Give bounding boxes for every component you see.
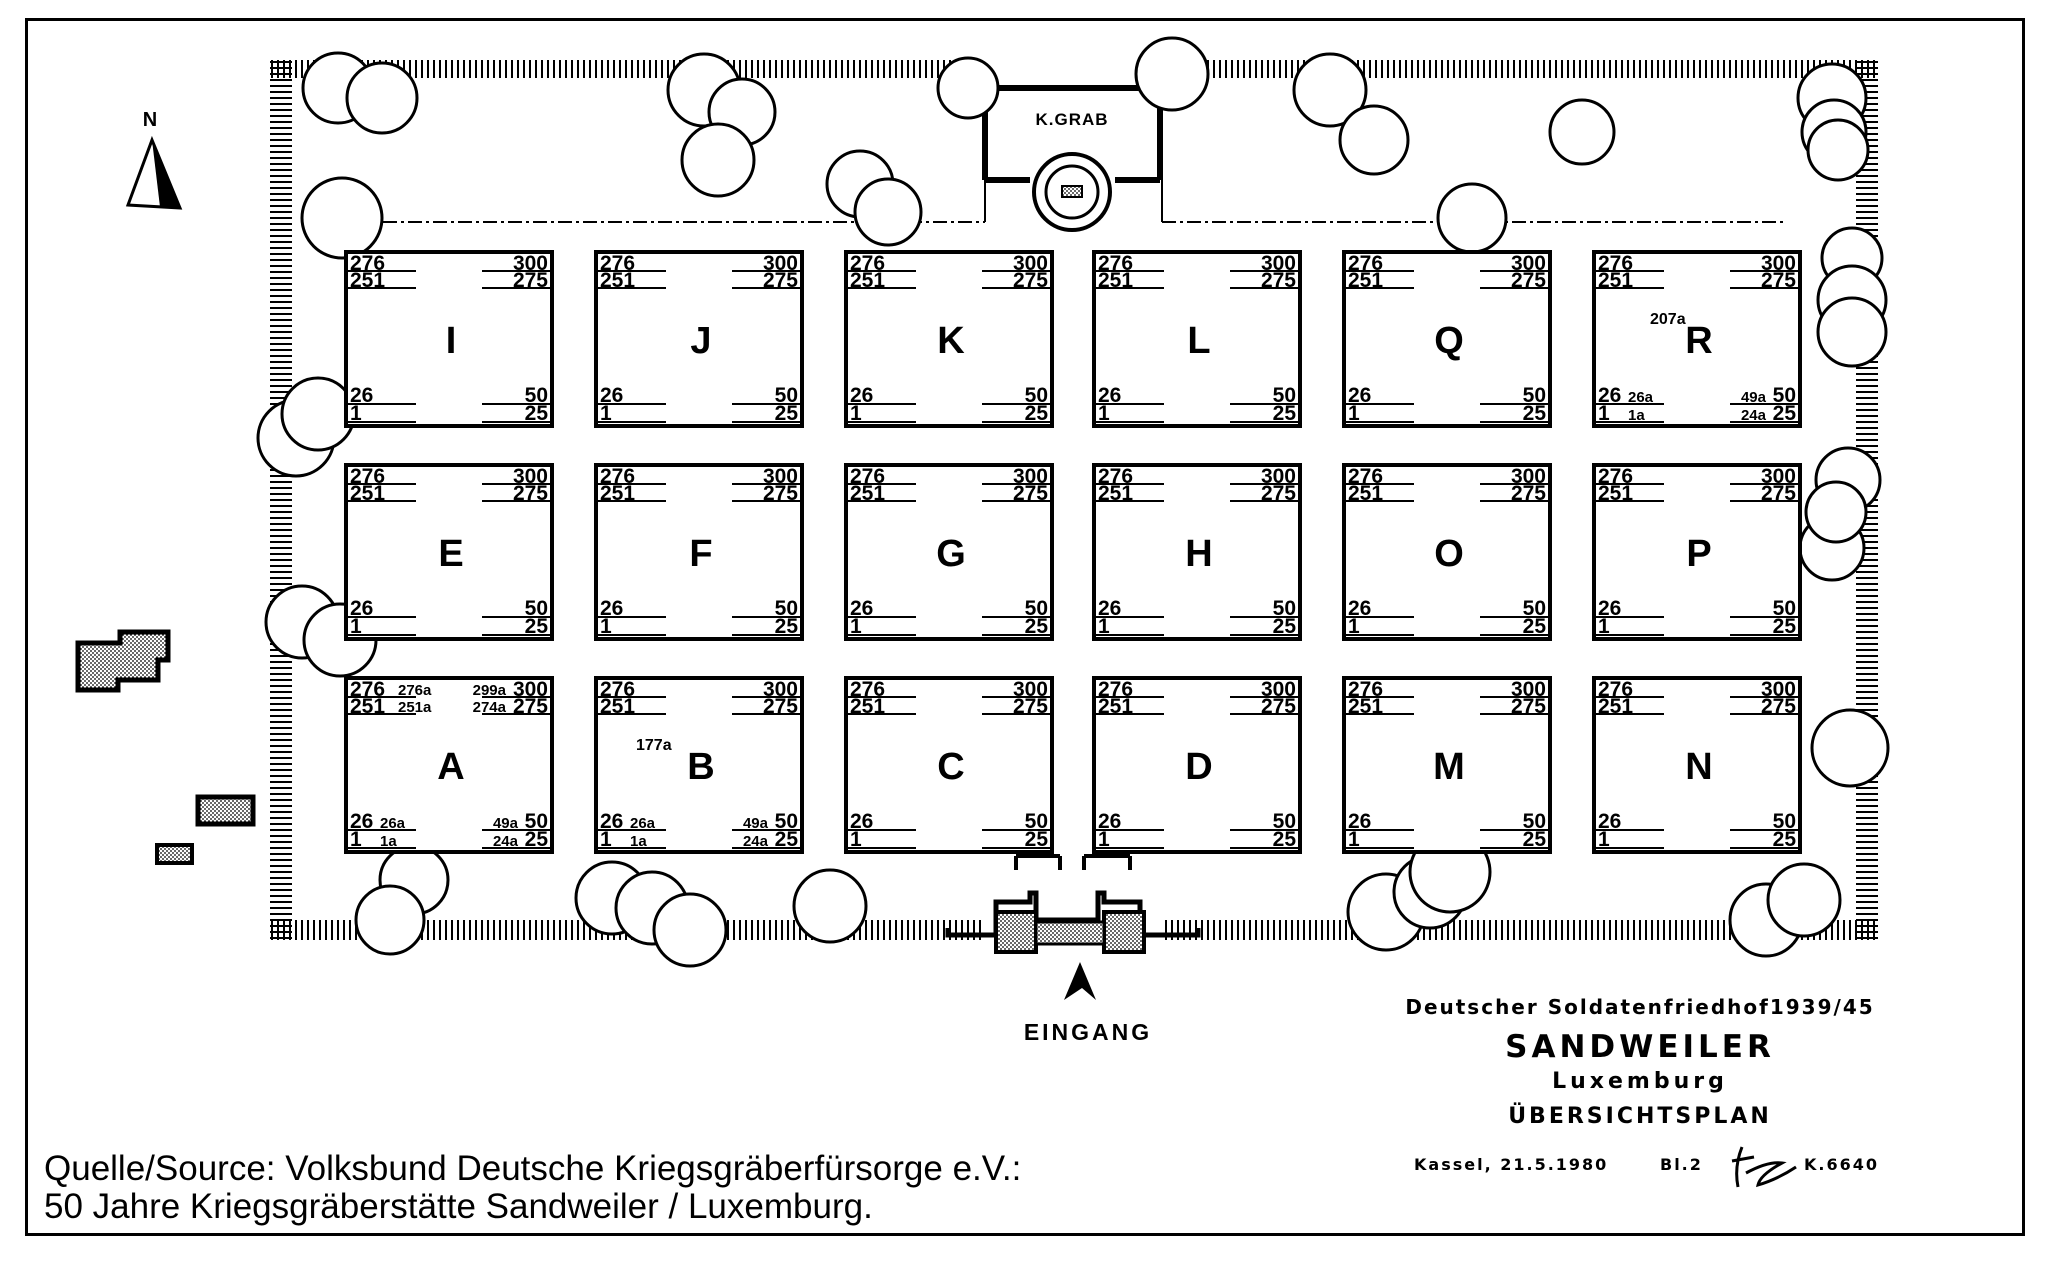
grave-range-label: 251 xyxy=(350,269,386,292)
grave-range-label: 276a xyxy=(398,682,432,699)
grave-block-d[interactable] xyxy=(1094,678,1300,852)
grave-range-label: 49a xyxy=(742,815,768,832)
grave-range-label: 50 xyxy=(1522,597,1546,620)
grave-range-label: 50 xyxy=(1522,810,1546,833)
grave-range-label: 275 xyxy=(512,482,548,505)
grave-range-label: 26a xyxy=(1628,389,1654,406)
grave-range-label: 276 xyxy=(1598,678,1634,701)
tree-icon xyxy=(794,870,866,942)
chapel-building xyxy=(985,88,1160,230)
block-letter: N xyxy=(1685,746,1713,788)
grave-range-label: 276 xyxy=(1098,678,1134,701)
source-line-2: 50 Jahre Kriegsgräberstätte Sandweiler / Luxemburg. xyxy=(44,1187,873,1226)
grave-range-label: 276 xyxy=(600,678,636,701)
grave-range-label: 275 xyxy=(1510,269,1546,292)
grave-range-label: 1 xyxy=(1098,828,1110,851)
grave-range-label: 50 xyxy=(524,384,548,407)
grave-range-label: 25 xyxy=(774,615,798,638)
grave-range-label: 26 xyxy=(1098,384,1122,407)
grave-blocks xyxy=(346,252,1800,852)
entrance-arrow-icon xyxy=(1064,962,1096,1000)
grave-range-label: 1 xyxy=(600,828,612,851)
grave-range-label: 1 xyxy=(1598,402,1610,425)
grave-range-label: 251 xyxy=(850,269,886,292)
grave-range-label: 26 xyxy=(850,597,874,620)
grave-range-label: 25 xyxy=(1024,615,1048,638)
grave-range-label: 26 xyxy=(1598,384,1622,407)
grave-range-label: 275 xyxy=(1760,269,1796,292)
grave-range-label: 26 xyxy=(1098,597,1122,620)
grave-range-label: 276 xyxy=(350,252,386,275)
block-letter: Q xyxy=(1434,320,1464,362)
grave-range-label: 300 xyxy=(1260,252,1296,275)
grave-range-label: 300 xyxy=(1760,678,1796,701)
grave-range-label: 276 xyxy=(600,465,636,488)
grave-range-label: 26 xyxy=(350,597,374,620)
tree-icon xyxy=(356,886,424,954)
grave-range-label: 275 xyxy=(1760,695,1796,718)
tree-icon xyxy=(1136,38,1208,110)
grave-block-e[interactable] xyxy=(346,465,552,639)
grave-range-label: 25 xyxy=(1272,402,1296,425)
grave-range-label: 1 xyxy=(1348,615,1360,638)
grave-range-label: 275 xyxy=(1012,695,1048,718)
title-place: SANDWEILER xyxy=(1505,1029,1775,1065)
grave-block-g[interactable] xyxy=(846,465,1052,639)
grave-range-label: 251 xyxy=(1348,269,1384,292)
block-letter: D xyxy=(1185,746,1213,788)
grave-range-label: 24a xyxy=(492,833,518,850)
grave-range-label: 1 xyxy=(1598,615,1610,638)
grave-range-label: 1 xyxy=(1098,402,1110,425)
grave-range-label: 25 xyxy=(774,402,798,425)
grave-range-label: 251 xyxy=(850,695,886,718)
grave-range-label: 251 xyxy=(1098,269,1134,292)
grave-range-label: 251 xyxy=(850,482,886,505)
grave-range-label: 275 xyxy=(1760,482,1796,505)
grave-range-label: 26 xyxy=(850,810,874,833)
grave-range-label: 275 xyxy=(512,695,548,718)
tree-icon xyxy=(654,894,726,966)
grave-range-label: 177a xyxy=(636,737,672,754)
grave-range-label: 276 xyxy=(350,465,386,488)
grave-range-label: 251 xyxy=(1348,482,1384,505)
grave-range-label: 276 xyxy=(1098,465,1134,488)
grave-range-label: 207a xyxy=(1650,311,1686,328)
grave-range-label: 275 xyxy=(1510,482,1546,505)
grave-range-label: 26 xyxy=(850,384,874,407)
grave-range-label: 25 xyxy=(524,402,548,425)
grave-range-label: 50 xyxy=(1024,384,1048,407)
grave-range-label: 25 xyxy=(1024,828,1048,851)
footer-place-date: Kassel, 21.5.1980 xyxy=(1414,1155,1609,1174)
grave-range-label: 50 xyxy=(1024,597,1048,620)
grave-range-label: 1 xyxy=(350,828,362,851)
grave-block-q[interactable] xyxy=(1344,252,1550,426)
grave-range-label: 276 xyxy=(1348,465,1384,488)
grave-range-label: 275 xyxy=(512,269,548,292)
title-plan-type: ÜBERSICHTSPLAN xyxy=(1508,1104,1772,1129)
grave-range-label: 251 xyxy=(600,695,636,718)
grave-range-label: 300 xyxy=(1760,252,1796,275)
grave-range-label: 300 xyxy=(1510,252,1546,275)
tree-icon xyxy=(1340,106,1408,174)
block-letter: H xyxy=(1185,533,1213,575)
grave-range-label: 50 xyxy=(1772,384,1796,407)
grave-range-label: 300 xyxy=(512,465,548,488)
grave-range-label: 251 xyxy=(1598,269,1634,292)
block-letter: K xyxy=(937,320,965,362)
grave-range-label: 25 xyxy=(524,828,548,851)
grave-range-label: 1 xyxy=(1098,615,1110,638)
grave-range-label: 25 xyxy=(524,615,548,638)
grave-range-label: 1 xyxy=(350,402,362,425)
grave-range-label: 251 xyxy=(1598,695,1634,718)
grave-range-label: 26 xyxy=(1348,810,1372,833)
grave-range-label: 1 xyxy=(1348,828,1360,851)
grave-range-label: 25 xyxy=(1272,615,1296,638)
grave-range-label: 300 xyxy=(512,252,548,275)
outbuildings xyxy=(78,632,253,863)
grave-range-label: 274a xyxy=(472,699,506,716)
tree-icon xyxy=(282,378,354,450)
grave-block-c[interactable] xyxy=(846,678,1052,852)
grave-range-label: 275 xyxy=(762,269,798,292)
grave-range-label: 49a xyxy=(492,815,518,832)
grave-range-label: 26 xyxy=(600,384,624,407)
grave-range-label: 1 xyxy=(1598,828,1610,851)
grave-block-f[interactable] xyxy=(596,465,802,639)
grave-range-label: 26 xyxy=(350,810,374,833)
grave-range-label: 275 xyxy=(1510,695,1546,718)
north-arrow xyxy=(128,109,180,208)
grave-range-label: 251 xyxy=(1598,482,1634,505)
tree-icon xyxy=(1768,864,1840,936)
block-letter: G xyxy=(936,533,966,575)
grave-range-label: 25 xyxy=(1272,828,1296,851)
grave-range-label: 251 xyxy=(1098,695,1134,718)
grave-range-label: 50 xyxy=(1772,597,1796,620)
grave-range-label: 26 xyxy=(1598,810,1622,833)
grave-range-label: 25 xyxy=(1772,615,1796,638)
grave-range-label: 275 xyxy=(762,695,798,718)
tree-icon xyxy=(938,58,998,118)
grave-range-label: 1 xyxy=(600,615,612,638)
grave-range-label: 50 xyxy=(1024,810,1048,833)
grave-range-label: 275 xyxy=(1260,695,1296,718)
grave-range-label: 25 xyxy=(1772,402,1796,425)
grave-range-label: 275 xyxy=(1260,482,1296,505)
grave-range-label: 276 xyxy=(1348,252,1384,275)
grave-range-label: 26 xyxy=(350,384,374,407)
grave-range-label: 26 xyxy=(1598,597,1622,620)
grave-range-label: 251 xyxy=(1348,695,1384,718)
grave-range-label: 275 xyxy=(1012,482,1048,505)
grave-range-label: 276 xyxy=(1098,252,1134,275)
grave-block-h[interactable] xyxy=(1094,465,1300,639)
grave-range-label: 275 xyxy=(1012,269,1048,292)
grave-range-label: 24a xyxy=(1740,407,1766,424)
grave-block-n[interactable] xyxy=(1594,678,1800,852)
footer-sheet: Bl.2 xyxy=(1660,1155,1703,1174)
grave-range-label: 251 xyxy=(350,482,386,505)
grave-range-label: 49a xyxy=(1740,389,1766,406)
grave-range-label: 251 xyxy=(600,482,636,505)
tree-icon xyxy=(855,179,921,245)
grave-range-label: 25 xyxy=(1522,402,1546,425)
tree-icon xyxy=(1818,298,1886,366)
grave-range-label: 276 xyxy=(350,678,386,701)
grave-range-label: 1 xyxy=(850,402,862,425)
footer-number: K.6640 xyxy=(1804,1155,1880,1174)
grave-block-k[interactable] xyxy=(846,252,1052,426)
grave-range-label: 251 xyxy=(600,269,636,292)
grave-block-b[interactable] xyxy=(596,678,802,852)
title-country: Luxemburg xyxy=(1552,1069,1728,1094)
block-letter: F xyxy=(689,533,713,575)
grave-range-label: 251a xyxy=(398,699,432,716)
tree-icon xyxy=(302,178,382,258)
grave-range-label: 50 xyxy=(1272,597,1296,620)
grave-block-a[interactable] xyxy=(346,678,552,852)
grave-range-label: 50 xyxy=(524,810,548,833)
block-letter: J xyxy=(690,320,712,362)
grave-range-label: 300 xyxy=(1510,678,1546,701)
title-block xyxy=(1400,995,1880,1129)
grave-range-label: 300 xyxy=(1760,465,1796,488)
grave-range-label: 300 xyxy=(1510,465,1546,488)
grave-range-label: 25 xyxy=(1772,828,1796,851)
entrance-label: EINGANG xyxy=(1023,1019,1153,1045)
tree-icon xyxy=(1550,100,1614,164)
grave-range-label: 251 xyxy=(1098,482,1134,505)
tree-icon xyxy=(347,63,417,133)
grave-range-label: 25 xyxy=(1522,615,1546,638)
grave-range-label: 299a xyxy=(472,682,506,699)
grave-range-label: 1a xyxy=(1628,407,1645,424)
grave-range-label: 1 xyxy=(600,402,612,425)
grave-range-label: 26 xyxy=(600,597,624,620)
block-letter: P xyxy=(1686,533,1712,575)
source-caption xyxy=(44,1150,1021,1226)
grave-range-label: 276 xyxy=(850,465,886,488)
grave-range-label: 276 xyxy=(600,252,636,275)
block-letter: M xyxy=(1433,746,1465,788)
grave-range-label: 50 xyxy=(1772,810,1796,833)
block-letter: E xyxy=(438,533,464,575)
grave-range-label: 1 xyxy=(850,828,862,851)
block-letter: L xyxy=(1187,320,1211,362)
grave-range-label: 251 xyxy=(350,695,386,718)
grave-range-label: 276 xyxy=(850,252,886,275)
grave-range-label: 275 xyxy=(762,482,798,505)
grave-range-label: 300 xyxy=(1012,678,1048,701)
grave-range-label: 50 xyxy=(524,597,548,620)
grave-range-label: 300 xyxy=(1260,465,1296,488)
grave-range-label: 26 xyxy=(1098,810,1122,833)
signature-icon xyxy=(1724,1143,1804,1199)
tree-icon xyxy=(1806,482,1866,542)
grave-range-label: 26a xyxy=(380,815,406,832)
grave-range-label: 1 xyxy=(850,615,862,638)
grave-range-label: 1 xyxy=(350,615,362,638)
block-letter: B xyxy=(687,746,715,788)
grave-block-j[interactable] xyxy=(596,252,802,426)
grave-range-label: 1 xyxy=(1348,402,1360,425)
grave-range-label: 26a xyxy=(630,815,656,832)
grave-range-label: 50 xyxy=(774,384,798,407)
grave-range-label: 24a xyxy=(742,833,768,850)
grave-range-label: 300 xyxy=(762,252,798,275)
grave-range-label: 275 xyxy=(1260,269,1296,292)
block-letter: C xyxy=(937,746,965,788)
block-letter: I xyxy=(445,320,457,362)
entrance-building xyxy=(948,856,1198,1045)
tree-icon xyxy=(1812,710,1888,786)
north-label: N xyxy=(142,109,158,131)
grave-range-label: 1a xyxy=(630,833,647,850)
grave-block-p[interactable] xyxy=(1594,465,1800,639)
grave-range-label: 300 xyxy=(1012,252,1048,275)
grave-block-i[interactable] xyxy=(346,252,552,426)
grave-range-label: 276 xyxy=(1598,465,1634,488)
tree-icon xyxy=(1808,120,1868,180)
grave-range-label: 300 xyxy=(762,465,798,488)
grave-range-label: 300 xyxy=(762,678,798,701)
grave-range-label: 50 xyxy=(1522,384,1546,407)
grave-range-label: 26 xyxy=(600,810,624,833)
grave-range-label: 50 xyxy=(774,810,798,833)
grave-block-m[interactable] xyxy=(1344,678,1550,852)
grave-range-label: 26 xyxy=(1348,597,1372,620)
grave-range-label: 300 xyxy=(512,678,548,701)
block-letter: R xyxy=(1685,320,1713,362)
grave-range-label: 276 xyxy=(850,678,886,701)
grave-range-label: 50 xyxy=(774,597,798,620)
grave-range-label: 276 xyxy=(1598,252,1634,275)
block-letter: O xyxy=(1434,533,1464,575)
grave-range-label: 26 xyxy=(1348,384,1372,407)
grave-range-label: 1a xyxy=(380,833,397,850)
tree-icon xyxy=(1438,184,1506,252)
grave-range-label: 300 xyxy=(1260,678,1296,701)
grave-range-label: 50 xyxy=(1272,810,1296,833)
grave-range-label: 300 xyxy=(1012,465,1048,488)
grave-block-l[interactable] xyxy=(1094,252,1300,426)
grave-range-label: 25 xyxy=(1522,828,1546,851)
grave-range-label: 25 xyxy=(1024,402,1048,425)
source-line-1: Quelle/Source: Volksbund Deutsche Kriegsgräberfürsorge e.V.: xyxy=(44,1149,1022,1188)
block-letter: A xyxy=(437,746,465,788)
title-cemetery: Deutscher Soldatenfriedhof1939/45 xyxy=(1405,995,1875,1019)
grave-range-label: 276 xyxy=(1348,678,1384,701)
tree-icon xyxy=(682,124,754,196)
grave-range-label: 50 xyxy=(1272,384,1296,407)
chapel-label: K.GRAB xyxy=(1035,110,1109,129)
grave-block-r[interactable] xyxy=(1594,252,1800,426)
grave-range-label: 25 xyxy=(774,828,798,851)
grave-block-o[interactable] xyxy=(1344,465,1550,639)
